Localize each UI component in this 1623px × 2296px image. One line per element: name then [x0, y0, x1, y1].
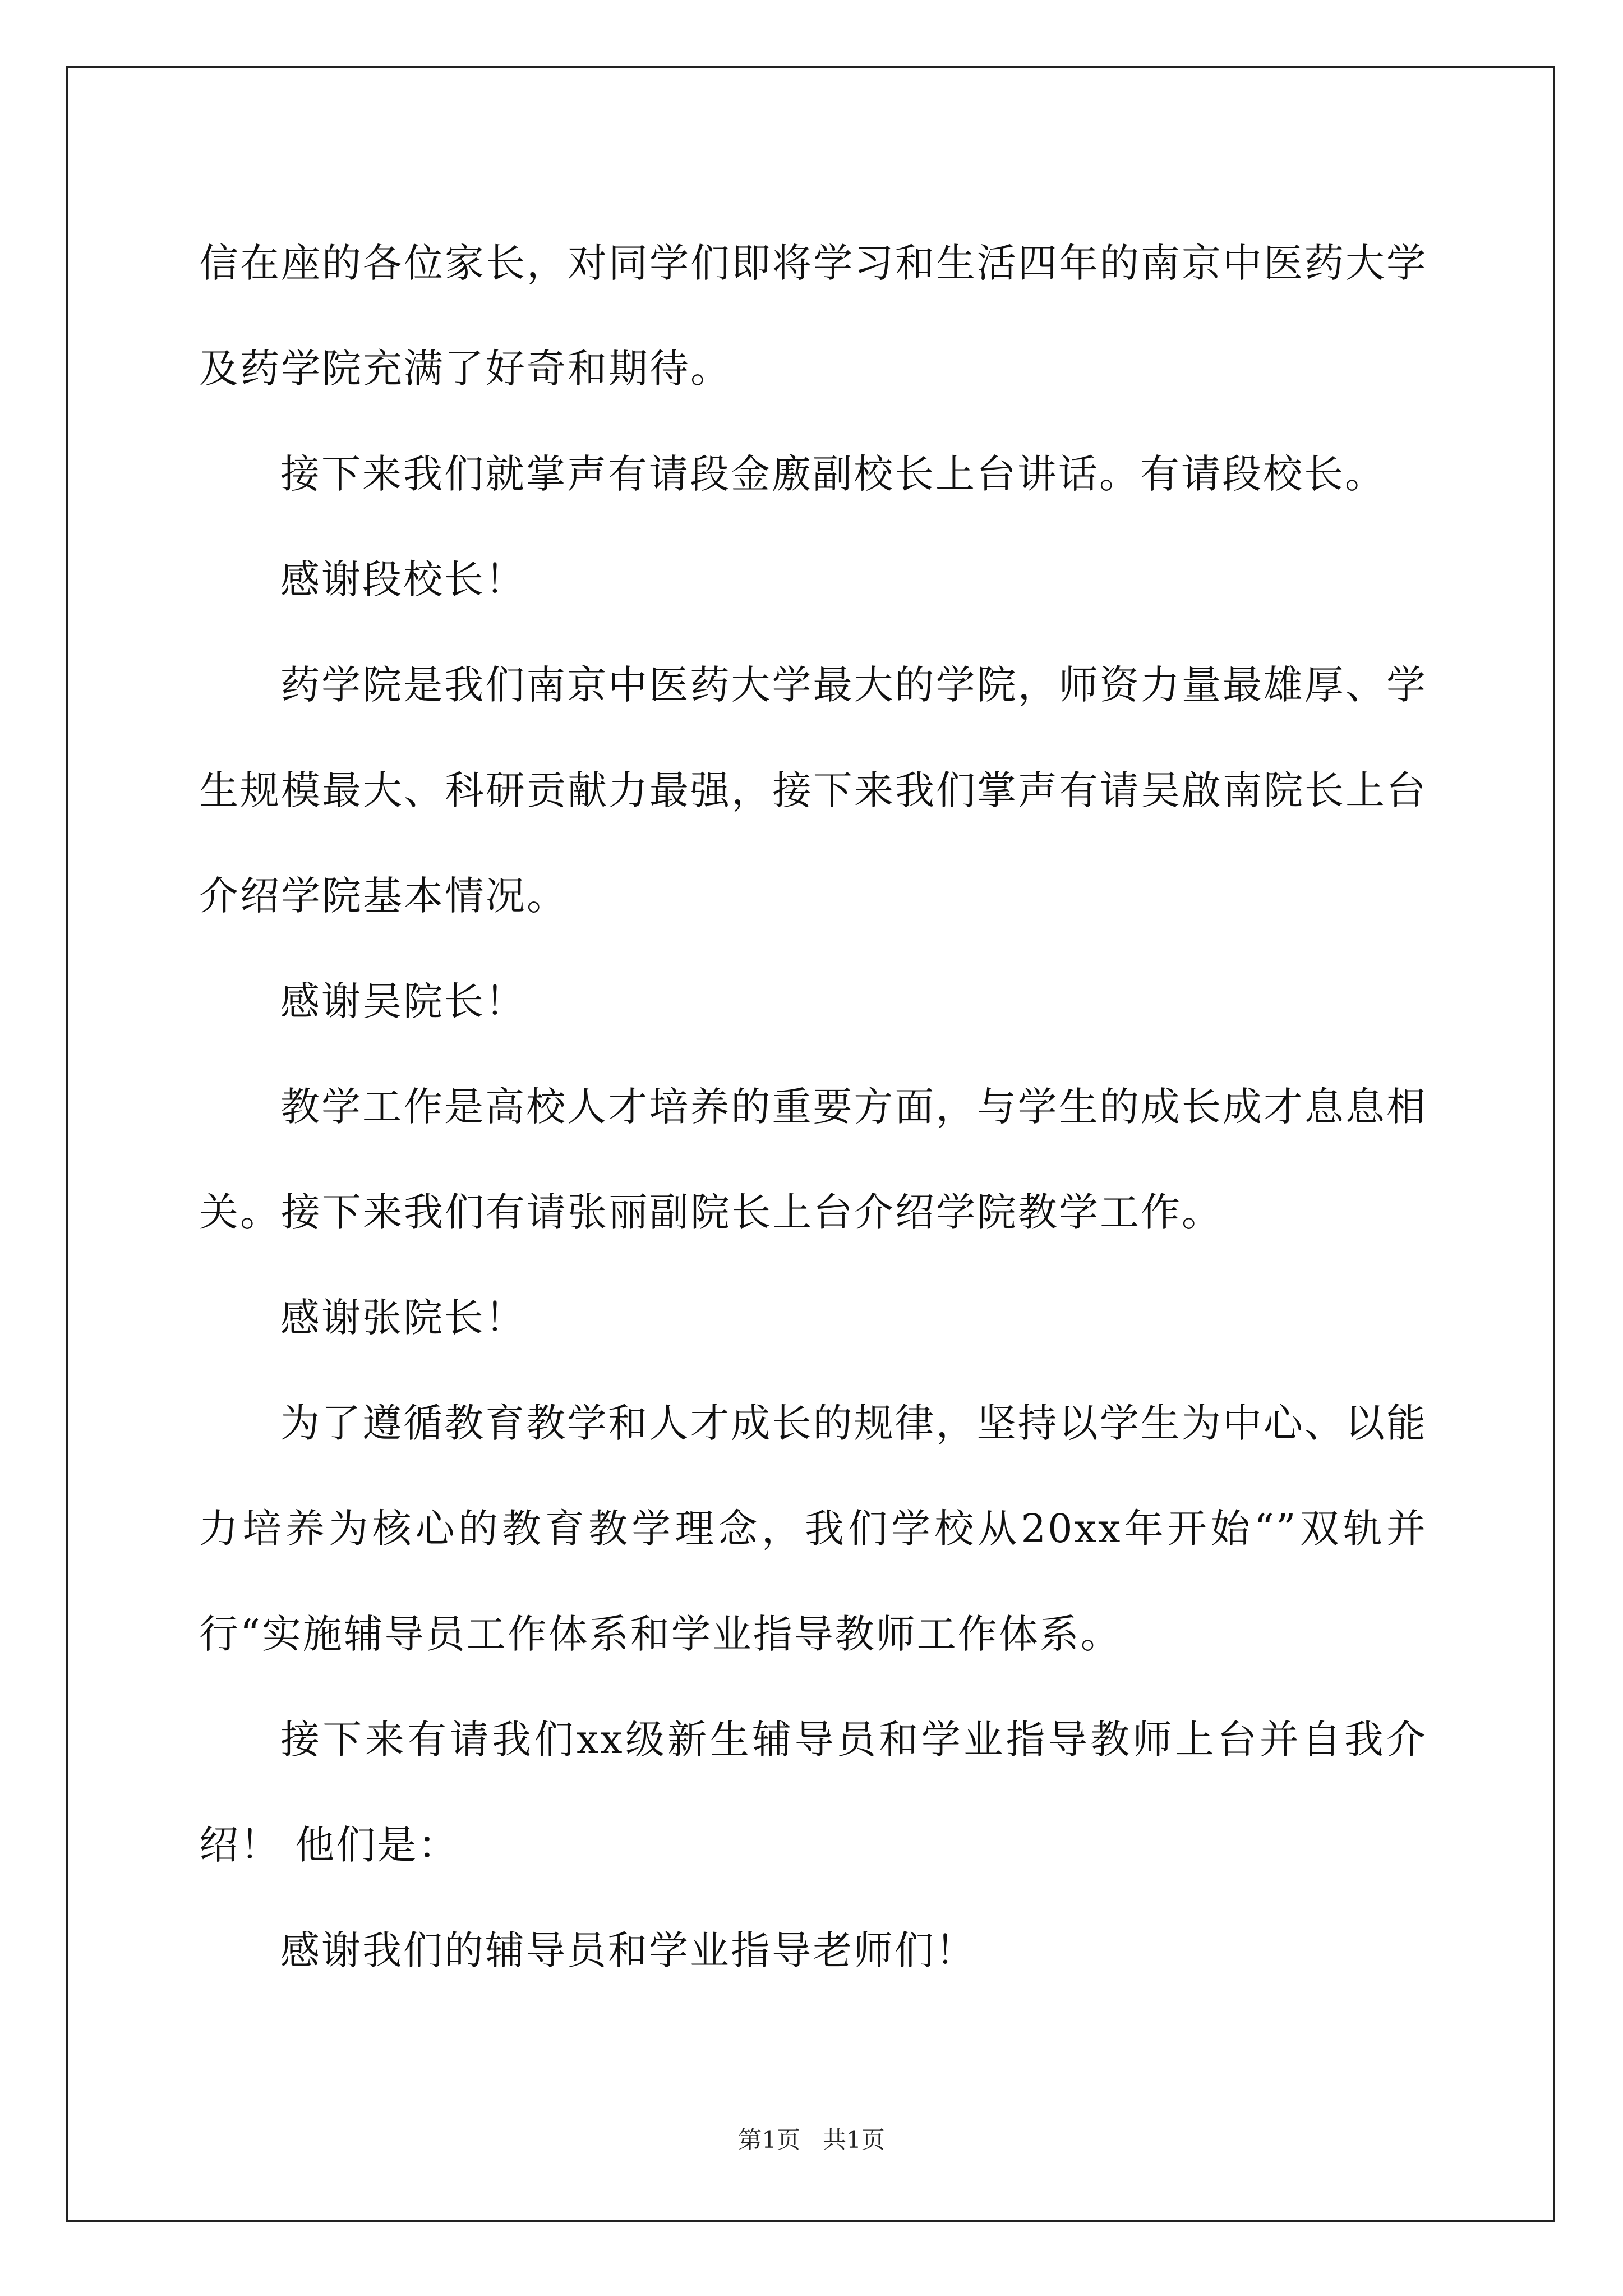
paragraph: 接下来有请我们xx级新生辅导员和学业指导教师上台并自我介绍！ 他们是：: [199, 1717, 1427, 1868]
paragraph: 接下来我们就掌声有请段金廒副校长上台讲话。有请段校长。: [280, 451, 1386, 497]
paragraph: 感谢吴院长！: [280, 978, 526, 1024]
document-body: [199, 210, 1427, 2003]
page-number: 第1页: [738, 2126, 800, 2154]
paragraph: 药学院是我们南京中医药大学最大的学院，师资力量最雄厚、学生规模最大、科研贡献力最强，接下来我们掌声有请吴啟南院长上台介绍学院基本情况。: [199, 662, 1427, 919]
paragraph: 信在座的各位家长，对同学们即将学习和生活四年的南京中医药大学及药学院充满了好奇和期待。: [199, 240, 1427, 392]
paragraph: 为了遵循教育教学和人才成长的规律，坚持以学生为中心、以能力培养为核心的教育教学理念，我们学校从20xx年开始“”双轨并行“实施辅导员工作体系和学业指导教师工作体系。: [199, 1400, 1427, 1657]
paragraph: 感谢张院长！: [280, 1295, 526, 1341]
paragraph: 感谢我们的辅导员和学业指导老师们！: [280, 1927, 976, 1973]
paragraph: 教学工作是高校人才培养的重要方面，与学生的成长成才息息相关。接下来我们有请张丽副院长上台介绍学院教学工作。: [199, 1084, 1427, 1235]
paragraph: 感谢段校长！: [280, 556, 526, 602]
page-footer: [0, 2123, 1623, 2157]
page-total: 共1页: [823, 2126, 885, 2154]
